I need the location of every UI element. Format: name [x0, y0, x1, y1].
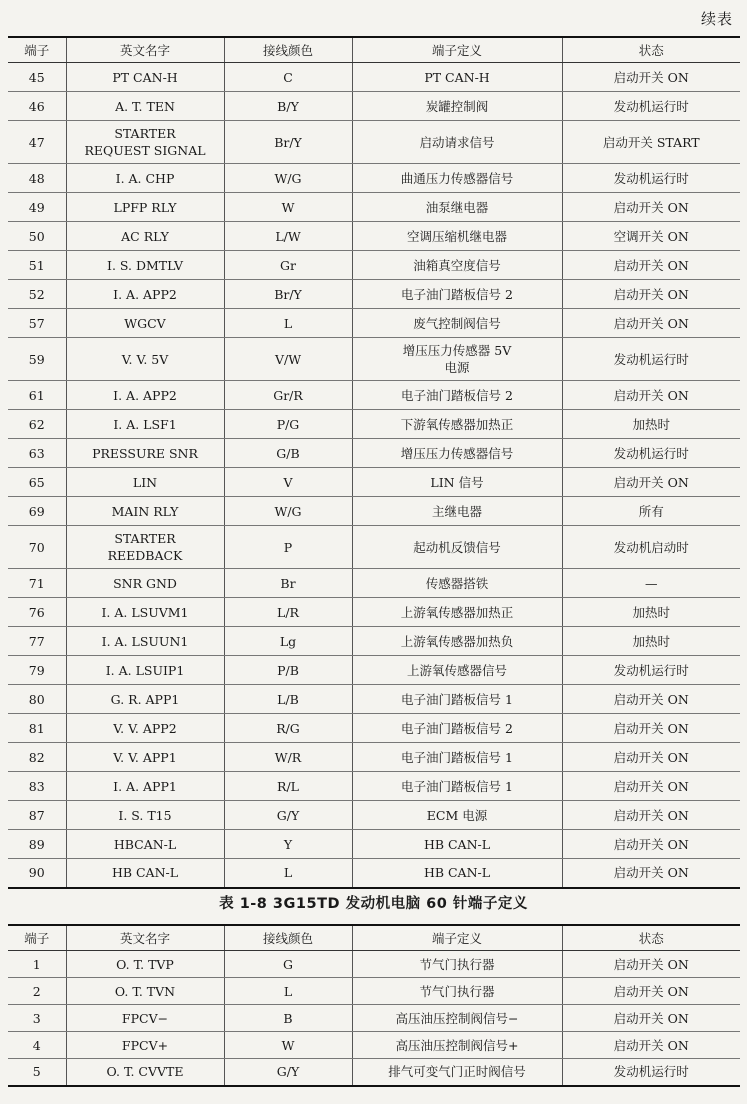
- wire-color-cell: P/B: [224, 656, 352, 685]
- pin-cell: 45: [8, 63, 66, 92]
- header-wire-color: 接线颜色: [224, 37, 352, 63]
- pin-definition-cell: 炭罐控制阀: [352, 92, 562, 121]
- state-cell: 启动开关 ON: [562, 63, 740, 92]
- table-row: [8, 280, 740, 309]
- table-row: [8, 714, 740, 743]
- pin-cell: 61: [8, 381, 66, 410]
- wire-color-cell: Lg: [224, 627, 352, 656]
- state-cell: 启动开关 ON: [562, 685, 740, 714]
- english-name-cell: HB CAN-L: [66, 859, 224, 888]
- english-name-cell: MAIN RLY: [66, 497, 224, 526]
- state-cell: 启动开关 START: [562, 121, 740, 164]
- pin-cell: 89: [8, 830, 66, 859]
- english-name-cell: V. V. 5V: [66, 338, 224, 381]
- table-row: [8, 1005, 740, 1032]
- english-name-cell: I. A. LSUIP1: [66, 656, 224, 685]
- state-cell: 所有: [562, 497, 740, 526]
- table-row: [8, 526, 740, 569]
- english-name-cell: WGCV: [66, 309, 224, 338]
- pin-definition-cell: PT CAN-H: [352, 63, 562, 92]
- wire-color-cell: V: [224, 468, 352, 497]
- table-row: [8, 569, 740, 598]
- pin-cell: 71: [8, 569, 66, 598]
- state-cell: 启动开关 ON: [562, 381, 740, 410]
- english-name-cell: LIN: [66, 468, 224, 497]
- table-row: [8, 309, 740, 338]
- pin-cell: 50: [8, 222, 66, 251]
- pin-cell: 81: [8, 714, 66, 743]
- pin-definition-cell: 电子油门踏板信号 2: [352, 280, 562, 309]
- wire-color-cell: Gr: [224, 251, 352, 280]
- wire-color-cell: G/Y: [224, 1059, 352, 1086]
- pin-cell: 62: [8, 410, 66, 439]
- pin-cell: 59: [8, 338, 66, 381]
- english-name-cell: I. A. APP2: [66, 381, 224, 410]
- pin-cell: 46: [8, 92, 66, 121]
- wire-color-cell: G: [224, 951, 352, 978]
- pin-definition-cell: ECM 电源: [352, 801, 562, 830]
- wire-color-cell: V/W: [224, 338, 352, 381]
- table-row: [8, 193, 740, 222]
- wire-color-cell: P/G: [224, 410, 352, 439]
- table-row: [8, 1032, 740, 1059]
- state-cell: 启动开关 ON: [562, 859, 740, 888]
- state-cell: 加热时: [562, 598, 740, 627]
- pin-definition-cell: LIN 信号: [352, 468, 562, 497]
- english-name-cell: O. T. CVVTE: [66, 1059, 224, 1086]
- pin-definition-cell: HB CAN-L: [352, 859, 562, 888]
- pin-definition-cell: 排气可变气门正时阀信号: [352, 1059, 562, 1086]
- state-cell: 启动开关 ON: [562, 1005, 740, 1032]
- pin-cell: 77: [8, 627, 66, 656]
- english-name-cell: I. A. LSUVM1: [66, 598, 224, 627]
- wire-color-cell: C: [224, 63, 352, 92]
- state-cell: 启动开关 ON: [562, 251, 740, 280]
- pin-cell: 83: [8, 772, 66, 801]
- english-name-cell: LPFP RLY: [66, 193, 224, 222]
- pin-definition-cell: 电子油门踏板信号 1: [352, 772, 562, 801]
- header-english-name: 英文名字: [66, 925, 224, 951]
- header-wire-color: 接线颜色: [224, 925, 352, 951]
- table-row: [8, 598, 740, 627]
- state-cell: 启动开关 ON: [562, 193, 740, 222]
- header-state: 状态: [562, 37, 740, 63]
- wire-color-cell: W: [224, 193, 352, 222]
- table-row: [8, 222, 740, 251]
- english-name-cell: I. A. CHP: [66, 164, 224, 193]
- pin-definition-cell: 高压油压控制阀信号−: [352, 1005, 562, 1032]
- english-name-cell: SNR GND: [66, 569, 224, 598]
- state-cell: 启动开关 ON: [562, 772, 740, 801]
- pin-cell: 63: [8, 439, 66, 468]
- pin-cell: 5: [8, 1059, 66, 1086]
- pin-definition-table-continued: [8, 36, 740, 889]
- header-state: 状态: [562, 925, 740, 951]
- pin-cell: 57: [8, 309, 66, 338]
- pin-definition-cell: 曲通压力传感器信号: [352, 164, 562, 193]
- header-pin-definition: 端子定义: [352, 37, 562, 63]
- pin-definition-cell: 下游氧传感器加热正: [352, 410, 562, 439]
- pin-cell: 47: [8, 121, 66, 164]
- pin-definition-cell: 油泵继电器: [352, 193, 562, 222]
- table-row: [8, 338, 740, 381]
- state-cell: 发动机运行时: [562, 164, 740, 193]
- state-cell: 启动开关 ON: [562, 830, 740, 859]
- header-pin: 端子: [8, 37, 66, 63]
- wire-color-cell: L/W: [224, 222, 352, 251]
- english-name-cell: I. A. LSUUN1: [66, 627, 224, 656]
- table-row: [8, 627, 740, 656]
- state-cell: 启动开关 ON: [562, 743, 740, 772]
- wire-color-cell: Gr/R: [224, 381, 352, 410]
- wire-color-cell: L/B: [224, 685, 352, 714]
- pin-cell: 52: [8, 280, 66, 309]
- pin-cell: 65: [8, 468, 66, 497]
- english-name-cell: I. S. T15: [66, 801, 224, 830]
- wire-color-cell: R/G: [224, 714, 352, 743]
- english-name-cell: HBCAN-L: [66, 830, 224, 859]
- table-row: [8, 951, 740, 978]
- wire-color-cell: Y: [224, 830, 352, 859]
- english-name-cell: V. V. APP2: [66, 714, 224, 743]
- pin-definition-cell: 电子油门踏板信号 2: [352, 714, 562, 743]
- english-name-cell: FPCV−: [66, 1005, 224, 1032]
- wire-color-cell: L/R: [224, 598, 352, 627]
- wire-color-cell: B/Y: [224, 92, 352, 121]
- english-name-cell: I. A. APP1: [66, 772, 224, 801]
- wire-color-cell: Br/Y: [224, 280, 352, 309]
- table-row: [8, 251, 740, 280]
- table-row: [8, 468, 740, 497]
- pin-definition-table-60pin: [8, 924, 740, 1087]
- pin-definition-cell: 节气门执行器: [352, 978, 562, 1005]
- state-cell: 启动开关 ON: [562, 714, 740, 743]
- state-cell: 启动开关 ON: [562, 801, 740, 830]
- header-english-name: 英文名字: [66, 37, 224, 63]
- state-cell: 加热时: [562, 627, 740, 656]
- table-row: [8, 381, 740, 410]
- pin-cell: 48: [8, 164, 66, 193]
- state-cell: 启动开关 ON: [562, 951, 740, 978]
- wire-color-cell: W/G: [224, 164, 352, 193]
- pin-cell: 80: [8, 685, 66, 714]
- pin-definition-cell: 传感器搭铁: [352, 569, 562, 598]
- state-cell: 发动机运行时: [562, 656, 740, 685]
- table-row: [8, 830, 740, 859]
- state-cell: 发动机运行时: [562, 338, 740, 381]
- pin-cell: 49: [8, 193, 66, 222]
- pin-cell: 4: [8, 1032, 66, 1059]
- pin-cell: 70: [8, 526, 66, 569]
- table-row: [8, 772, 740, 801]
- state-cell: 发动机启动时: [562, 526, 740, 569]
- table-row: [8, 164, 740, 193]
- table-row: [8, 743, 740, 772]
- pin-cell: 51: [8, 251, 66, 280]
- pin-definition-cell: 空调压缩机继电器: [352, 222, 562, 251]
- pin-definition-cell: HB CAN-L: [352, 830, 562, 859]
- header-pin: 端子: [8, 925, 66, 951]
- pin-definition-cell: 电子油门踏板信号 1: [352, 743, 562, 772]
- table-row: [8, 410, 740, 439]
- table-row: [8, 801, 740, 830]
- continued-label: 续表: [700, 10, 733, 28]
- wire-color-cell: Br/Y: [224, 121, 352, 164]
- pin-cell: 2: [8, 978, 66, 1005]
- pin-definition-cell: 增压压力传感器信号: [352, 439, 562, 468]
- english-name-cell: STARTER REQUEST SIGNAL: [66, 121, 224, 164]
- wire-color-cell: G/Y: [224, 801, 352, 830]
- pin-cell: 1: [8, 951, 66, 978]
- pin-cell: 82: [8, 743, 66, 772]
- wire-color-cell: W/R: [224, 743, 352, 772]
- table-row: [8, 978, 740, 1005]
- pin-definition-cell: 高压油压控制阀信号+: [352, 1032, 562, 1059]
- pin-cell: 69: [8, 497, 66, 526]
- table-row: [8, 439, 740, 468]
- state-cell: 加热时: [562, 410, 740, 439]
- english-name-cell: I. A. APP2: [66, 280, 224, 309]
- wire-color-cell: B: [224, 1005, 352, 1032]
- english-name-cell: G. R. APP1: [66, 685, 224, 714]
- pin-definition-cell: 增压压力传感器 5V 电源: [352, 338, 562, 381]
- english-name-cell: I. A. LSF1: [66, 410, 224, 439]
- state-cell: 启动开关 ON: [562, 468, 740, 497]
- table-row: [8, 656, 740, 685]
- table-header-row: [8, 925, 740, 951]
- wire-color-cell: L: [224, 859, 352, 888]
- state-cell: 空调开关 ON: [562, 222, 740, 251]
- wire-color-cell: G/B: [224, 439, 352, 468]
- wire-color-cell: W/G: [224, 497, 352, 526]
- table-row: [8, 92, 740, 121]
- pin-definition-cell: 起动机反馈信号: [352, 526, 562, 569]
- pin-cell: 90: [8, 859, 66, 888]
- english-name-cell: FPCV+: [66, 1032, 224, 1059]
- state-cell: 发动机运行时: [562, 439, 740, 468]
- english-name-cell: AC RLY: [66, 222, 224, 251]
- wire-color-cell: L: [224, 309, 352, 338]
- pin-cell: 3: [8, 1005, 66, 1032]
- pin-definition-cell: 电子油门踏板信号 1: [352, 685, 562, 714]
- pin-definition-cell: 电子油门踏板信号 2: [352, 381, 562, 410]
- state-cell: 发动机运行时: [562, 92, 740, 121]
- english-name-cell: O. T. TVN: [66, 978, 224, 1005]
- wire-color-cell: W: [224, 1032, 352, 1059]
- pin-definition-cell: 上游氧传感器加热正: [352, 598, 562, 627]
- pin-definition-cell: 上游氧传感器信号: [352, 656, 562, 685]
- english-name-cell: I. S. DMTLV: [66, 251, 224, 280]
- wire-color-cell: Br: [224, 569, 352, 598]
- pin-definition-cell: 节气门执行器: [352, 951, 562, 978]
- english-name-cell: V. V. APP1: [66, 743, 224, 772]
- table-row: [8, 121, 740, 164]
- english-name-cell: PT CAN-H: [66, 63, 224, 92]
- english-name-cell: A. T. TEN: [66, 92, 224, 121]
- pin-definition-cell: 主继电器: [352, 497, 562, 526]
- english-name-cell: PRESSURE SNR: [66, 439, 224, 468]
- pin-cell: 76: [8, 598, 66, 627]
- wire-color-cell: R/L: [224, 772, 352, 801]
- pin-definition-cell: 启动请求信号: [352, 121, 562, 164]
- header-pin-definition: 端子定义: [352, 925, 562, 951]
- state-cell: 启动开关 ON: [562, 978, 740, 1005]
- state-cell: 发动机运行时: [562, 1059, 740, 1086]
- pin-definition-cell: 上游氧传感器加热负: [352, 627, 562, 656]
- table-row: [8, 859, 740, 888]
- table-row: [8, 685, 740, 714]
- pin-definition-cell: 废气控制阀信号: [352, 309, 562, 338]
- state-cell: —: [562, 569, 740, 598]
- state-cell: 启动开关 ON: [562, 280, 740, 309]
- table-row: [8, 63, 740, 92]
- english-name-cell: O. T. TVP: [66, 951, 224, 978]
- table-row: [8, 497, 740, 526]
- pin-cell: 87: [8, 801, 66, 830]
- wire-color-cell: P: [224, 526, 352, 569]
- table-header-row: [8, 37, 740, 63]
- state-cell: 启动开关 ON: [562, 309, 740, 338]
- table-row: [8, 1059, 740, 1086]
- english-name-cell: STARTER REEDBACK: [66, 526, 224, 569]
- pin-definition-cell: 油箱真空度信号: [352, 251, 562, 280]
- pin-cell: 79: [8, 656, 66, 685]
- state-cell: 启动开关 ON: [562, 1032, 740, 1059]
- wire-color-cell: L: [224, 978, 352, 1005]
- table-caption: 表 1-8 3G15TD 发动机电脑 60 针端子定义: [219, 896, 528, 912]
